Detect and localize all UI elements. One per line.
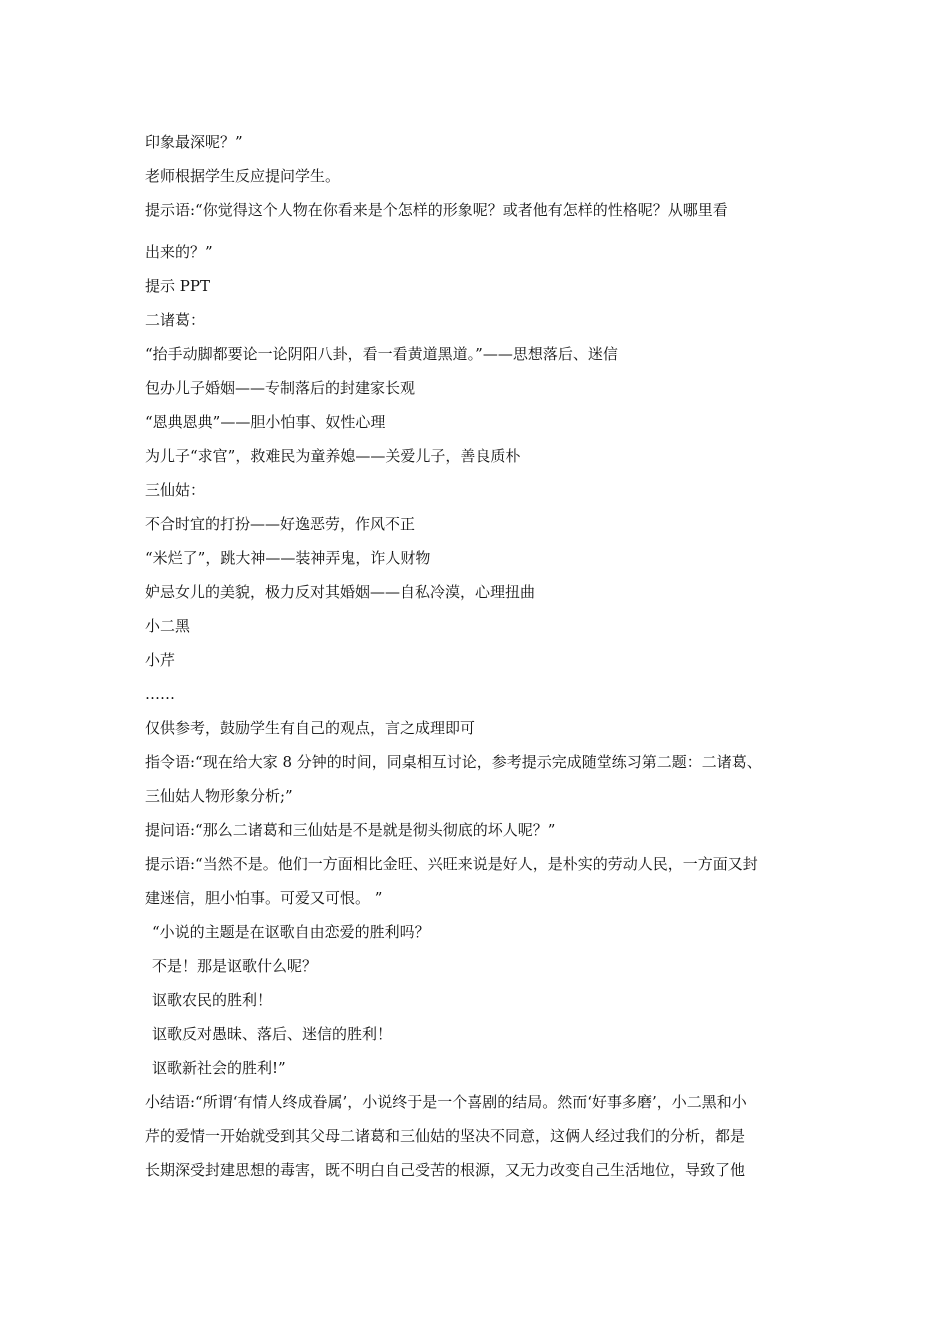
text-line: “恩典恩典”——胆小怕事、奴性心理 <box>145 413 386 431</box>
text-line: 讴歌农民的胜利！ <box>152 991 273 1009</box>
text-line: 老师根据学生反应提问学生。 <box>145 167 341 185</box>
text-line: 提示语:“你觉得这个人物在你看来是个怎样的形象呢？或者他有怎样的性格呢？从哪里看 <box>145 201 728 219</box>
text-line: 出来的？” <box>145 243 213 261</box>
text-line: 妒忌女儿的美貌，极力反对其婚姻——自私冷漠，心理扭曲 <box>145 583 536 601</box>
text-line: 讴歌反对愚昧、落后、迷信的胜利！ <box>152 1025 393 1043</box>
text-line: 长期深受封建思想的毒害，既不明白自己受苦的根源，又无力改变自己生活地位，导致了他 <box>145 1161 746 1179</box>
text-line: 建迷信，胆小怕事。可爱又可恨。 ” <box>145 889 383 907</box>
text-line: …… <box>145 685 175 703</box>
text-line: “小说的主题是在讴歌自由恋爱的胜利吗？ <box>152 923 430 941</box>
text-line: 指令语:“现在给大家 8 分钟的时间，同桌相互讨论，参考提示完成随堂练习第二题：二诸葛、 <box>145 753 762 771</box>
text-line: 提示 PPT <box>145 277 210 295</box>
text-line: 讴歌新社会的胜利!” <box>152 1059 286 1077</box>
text-line: 印象最深呢？” <box>145 133 243 151</box>
text-line: 仅供参考，鼓励学生有自己的观点，言之成理即可 <box>145 719 476 737</box>
document-body <box>145 125 810 1187</box>
text-line: 为儿子“求官”，救难民为童养媳——关爱儿子，善良质朴 <box>145 447 521 465</box>
text-line: 包办儿子婚姻——专制落后的封建家长观 <box>145 379 416 397</box>
text-line: 小二黑 <box>145 617 191 635</box>
text-line: “米烂了”，跳大神——装神弄鬼，诈人财物 <box>145 549 431 567</box>
text-line: 不是！那是讴歌什么呢？ <box>152 957 318 975</box>
text-line: 提问语:“那么二诸葛和三仙姑是不是就是彻头彻底的坏人呢？” <box>145 821 556 839</box>
text-line: 二诸葛： <box>145 311 206 329</box>
text-line: 不合时宜的打扮——好逸恶劳，作风不正 <box>145 515 416 533</box>
text-line: 三仙姑人物形象分析;” <box>145 787 293 805</box>
text-line: 芹的爱情一开始就受到其父母二诸葛和三仙姑的坚决不同意，这俩人经过我们的分析，都是 <box>145 1127 746 1145</box>
text-line: 三仙姑： <box>145 481 206 499</box>
text-line: “抬手动脚都要论一论阴阳八卦，看一看黄道黑道。”——思想落后、迷信 <box>145 345 618 363</box>
text-line: 小结语:“所谓‘有情人终成眷属’，小说终于是一个喜剧的结局。然而‘好事多磨’，小二黑和小 <box>145 1093 747 1111</box>
text-line: 小芹 <box>145 651 176 669</box>
text-line: 提示语:“当然不是。他们一方面相比金旺、兴旺来说是好人，是朴实的劳动人民，一方面又封 <box>145 855 758 873</box>
